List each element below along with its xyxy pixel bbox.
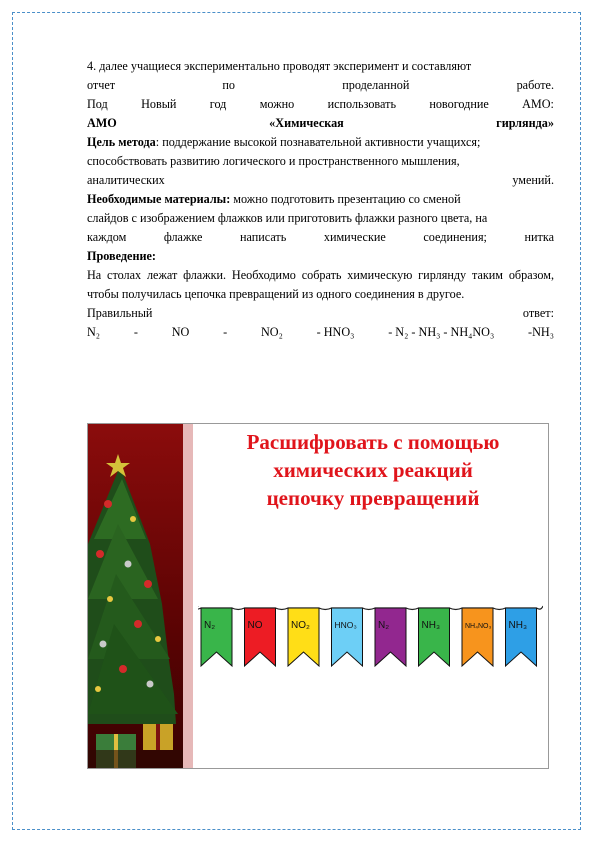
materials-label: Необходимые материалы: <box>87 192 231 206</box>
flag <box>245 608 276 666</box>
slide-title <box>198 428 548 512</box>
goal-line3 <box>87 171 554 190</box>
goal-line1 <box>87 133 554 152</box>
word: каждом <box>87 230 127 244</box>
flag <box>332 608 363 666</box>
chain-item: N₂ <box>87 325 101 339</box>
flag-shape <box>201 608 232 666</box>
flag <box>375 608 406 666</box>
flag-shape <box>506 608 537 666</box>
slide-title-line: Расшифровать с помощью <box>246 430 500 454</box>
word: Новый <box>141 97 177 111</box>
flag <box>288 608 319 666</box>
goal-text: : поддержание высокой познавательной активности учащихся; <box>155 135 481 149</box>
flag <box>462 608 493 666</box>
flag-shape <box>462 608 493 666</box>
amo-title-line <box>87 114 554 133</box>
flag-garland <box>198 600 543 690</box>
flag-shape <box>375 608 406 666</box>
document-text <box>87 57 554 342</box>
slide-title-line: химических реакций <box>273 458 473 482</box>
flag-label: NO₂ <box>291 620 310 631</box>
word: соединения; <box>423 230 487 244</box>
flag <box>419 608 450 666</box>
procedure-label: Проведение: <box>87 249 156 263</box>
word: использовать <box>327 97 396 111</box>
flag-shape <box>419 608 450 666</box>
flag-label: NH₄NO₃ <box>465 623 492 630</box>
answer-chain <box>87 323 554 342</box>
word: отчет <box>87 78 116 92</box>
materials-text: можно подготовить презентацию со сменой <box>230 192 461 206</box>
procedure-text: На столах лежат флажки. Необходимо собрать химическую гирлянду таким образом, чтобы получилась цепочка превращений из одного соединения в другое. <box>87 268 554 301</box>
word: АМО <box>87 116 117 130</box>
christmas-tree-image <box>88 424 183 768</box>
chain-item: - N₂ - NH₃ - NH₄NO₃ <box>388 325 495 339</box>
flag <box>506 608 537 666</box>
flag-shape <box>288 608 319 666</box>
chain-item: - <box>223 325 228 339</box>
flag-shape <box>332 608 363 666</box>
flag <box>201 608 232 666</box>
p1-line1: 4. далее учащиеся экспериментально проводят эксперимент и составляют <box>87 59 472 73</box>
answer-label: Правильный <box>87 306 153 320</box>
flag-label: NO <box>247 620 263 631</box>
slide-divider <box>183 424 193 768</box>
goal-label: Цель метода <box>87 135 156 149</box>
answer-label-end: ответ: <box>522 306 554 320</box>
goal-line2: способствовать развитию логического и пространственного мышления, <box>87 154 460 168</box>
word: аналитических <box>87 173 165 187</box>
word: умений. <box>512 173 554 187</box>
christmas-tree-icon <box>88 424 183 768</box>
flag-label: NH₃ <box>508 620 528 631</box>
flag-label: N₂ <box>378 620 390 631</box>
slide-title-line: цепочку превращений <box>266 486 480 510</box>
flag-label: NH₃ <box>421 620 441 631</box>
word: АМО: <box>522 97 554 111</box>
chain-item: NO₂ <box>260 325 283 339</box>
materials-line3 <box>87 228 554 247</box>
word: химические <box>323 230 386 244</box>
word: можно <box>259 97 295 111</box>
chain-item: -NH₃ <box>528 325 554 339</box>
procedure-heading <box>87 247 554 266</box>
chain-item: NO <box>171 325 190 339</box>
chain-item: - HNO₃ <box>316 325 355 339</box>
p1-line2 <box>87 76 554 95</box>
p2-line <box>87 95 554 114</box>
word: год <box>209 97 227 111</box>
materials-line1 <box>87 190 554 209</box>
word: по <box>222 78 235 92</box>
flag-label: HNO₃ <box>334 620 357 630</box>
word: «Химическая <box>269 116 344 130</box>
word: нитка <box>524 230 554 244</box>
flag-shape <box>245 608 276 666</box>
word: работе. <box>516 78 554 92</box>
word: Под <box>87 97 108 111</box>
word: флажке <box>163 230 203 244</box>
word: гирлянда» <box>496 116 554 130</box>
word: проделанной <box>342 78 410 92</box>
chain-item: - <box>133 325 138 339</box>
word: написать <box>239 230 287 244</box>
materials-line2: слайдов с изображением флажков или приготовить флажки разного цвета, на <box>87 211 488 225</box>
flag-label: N₂ <box>204 620 216 631</box>
slide-image <box>87 423 549 769</box>
answer-line <box>87 304 554 323</box>
word: новогодние <box>429 97 489 111</box>
